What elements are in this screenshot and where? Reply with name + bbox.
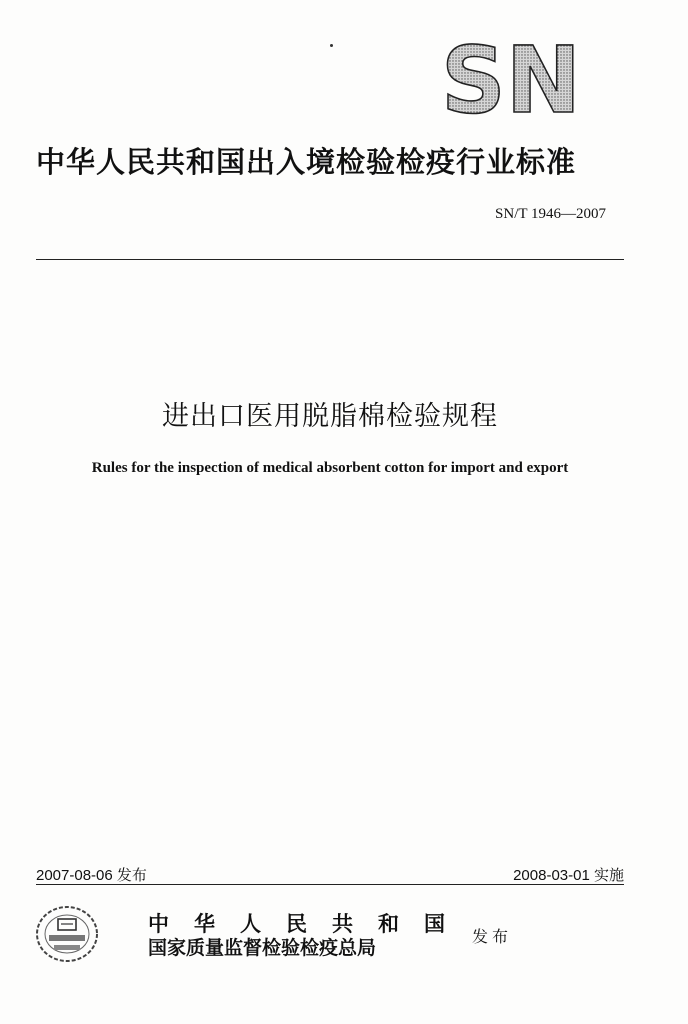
publish-label: 发布 — [472, 927, 513, 946]
organization-title: 中华人民共和国出入境检验检疫行业标准 — [36, 145, 577, 179]
implementation-date: 2008-03-01 实施 — [513, 867, 624, 884]
issue-date: 2007-08-06 发布 — [36, 867, 147, 884]
document-title-chinese: 进出口医用脱脂棉检验规程 — [162, 401, 498, 432]
sn-logo — [440, 42, 582, 118]
standard-code: SN/T 1946—2007 — [495, 206, 606, 222]
official-seal-icon — [34, 904, 100, 964]
footer-divider — [36, 884, 624, 885]
issuing-authority — [148, 912, 470, 960]
document-title-english: Rules for the inspection of medical absorbent cotton for import and export — [91, 460, 569, 476]
header-divider — [36, 259, 624, 260]
issuer-administration: 国家质量监督检验检疫总局 — [148, 937, 377, 959]
issuer-country: 中华人民共和国 — [148, 911, 470, 936]
scan-speck — [330, 44, 333, 47]
sn-logo-text: SN — [441, 42, 581, 118]
